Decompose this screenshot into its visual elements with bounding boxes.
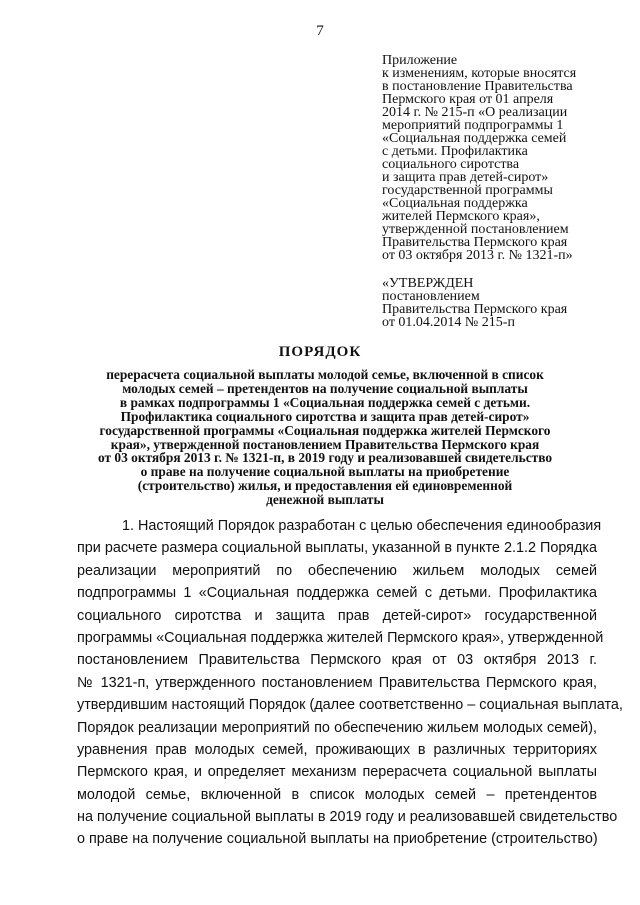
subtitle-line: (строительство) жилья, и предоставления ей единовременной xyxy=(137,478,513,494)
subtitle-line: Профилактика социального сиротства и защита прав детей-сирот» xyxy=(120,408,530,424)
body-line: социального сиротства и защита прав детей-сирот» государственной xyxy=(77,607,597,624)
appendix-line: социального сиротства xyxy=(382,157,520,172)
body-line: подпрограммы 1 «Социальная поддержка семей с детьми. Профилактика xyxy=(77,585,597,602)
subtitle-line: молодых семей – претендентов на получение социальной выплаты xyxy=(122,380,528,396)
appendix-header xyxy=(382,54,632,262)
appendix-line: утвержденной постановлением xyxy=(382,222,569,237)
approval-line: от 01.04.2014 № 215-п xyxy=(382,315,515,330)
appendix-line: 2014 г. № 215-п «О реализации xyxy=(382,105,568,120)
appendix-line: в постановление Правительства xyxy=(382,79,573,94)
appendix-line: жителей Пермского края», xyxy=(382,209,540,224)
appendix-line: Правительства Пермского края xyxy=(382,235,568,250)
body-line: Пермского края, и определяет механизм перерасчета социальной выплаты xyxy=(77,764,597,781)
body-line: на получение социальной выплаты в 2019 году и реализовавшей свидетельство xyxy=(77,809,618,826)
page-number: 7 xyxy=(316,23,324,39)
body-line: программы «Социальная поддержка жителей Пермского края», утвержденной xyxy=(77,629,604,646)
document-title: ПОРЯДОК xyxy=(278,344,362,360)
appendix-line: от 03 октября 2013 г. № 1321-п» xyxy=(382,248,573,263)
body-line: № 1321-п, утвержденного постановлением Правительства Пермского края, xyxy=(77,674,597,691)
appendix-line: к изменениям, которые вносятся xyxy=(382,66,577,81)
appendix-line: «Социальная поддержка семей xyxy=(382,131,567,146)
appendix-line: и защита прав детей-сирот» xyxy=(382,170,549,185)
body-line: 1. Настоящий Порядок разработан с целью обеспечения единообразия xyxy=(122,518,602,534)
subtitle-line: края», утвержденной постановлением Правительства Пермского края xyxy=(110,436,540,452)
subtitle-line: перерасчета социальной выплаты молодой семье, включенной в список xyxy=(106,367,544,382)
approval-line: Правительства Пермского края xyxy=(382,302,568,317)
document-subtitle xyxy=(70,368,580,507)
paragraph-1 xyxy=(77,515,623,851)
appendix-line: Приложение xyxy=(382,53,458,68)
body-line: реализации мероприятий по обеспечению жильем молодых семей xyxy=(77,562,597,579)
body-line: при расчете размера социальной выплаты, указанной в пункте 2.1.2 Порядка xyxy=(77,540,597,557)
body-line: Порядок реализации мероприятий по обеспечению жильем молодых семей), xyxy=(77,719,597,736)
appendix-line: мероприятий подпрограммы 1 xyxy=(382,118,564,133)
subtitle-line: в рамках подпрограммы 1 «Социальная поддержка семей с детьми. xyxy=(119,394,531,410)
body-line: о праве на получение социальной выплаты на приобретение (строительство) xyxy=(77,831,598,848)
appendix-line: государственной программы xyxy=(382,183,553,198)
approval-line: постановлением xyxy=(382,289,480,304)
body-line: молодой семье, включенной в список молодых семей – претендентов xyxy=(77,786,597,803)
approval-line: «УТВЕРЖДЕН xyxy=(382,276,474,291)
approval-stamp-text xyxy=(382,277,632,329)
body-line: постановлением Правительства Пермского края от 03 октября 2013 г. xyxy=(77,652,597,669)
subtitle-line: о праве на получение социальной выплаты на приобретение xyxy=(140,464,510,480)
subtitle-line: денежной выплаты xyxy=(266,492,384,508)
subtitle-line: государственной программы «Социальная поддержка жителей Пермского xyxy=(99,422,551,438)
body-line: утвердившим настоящий Порядок (далее соответственно – социальная выплата, xyxy=(77,697,623,714)
subtitle-line: от 03 октября 2013 г. № 1321-п, в 2019 году и реализовавшей свидетельство xyxy=(97,450,553,466)
appendix-line: с детьми. Профилактика xyxy=(382,144,528,159)
appendix-line: «Социальная поддержка xyxy=(382,196,528,211)
body-line: уравнения прав молодых семей, проживающих в различных территориях xyxy=(77,741,597,758)
appendix-line: Пермского края от 01 апреля xyxy=(382,92,554,107)
